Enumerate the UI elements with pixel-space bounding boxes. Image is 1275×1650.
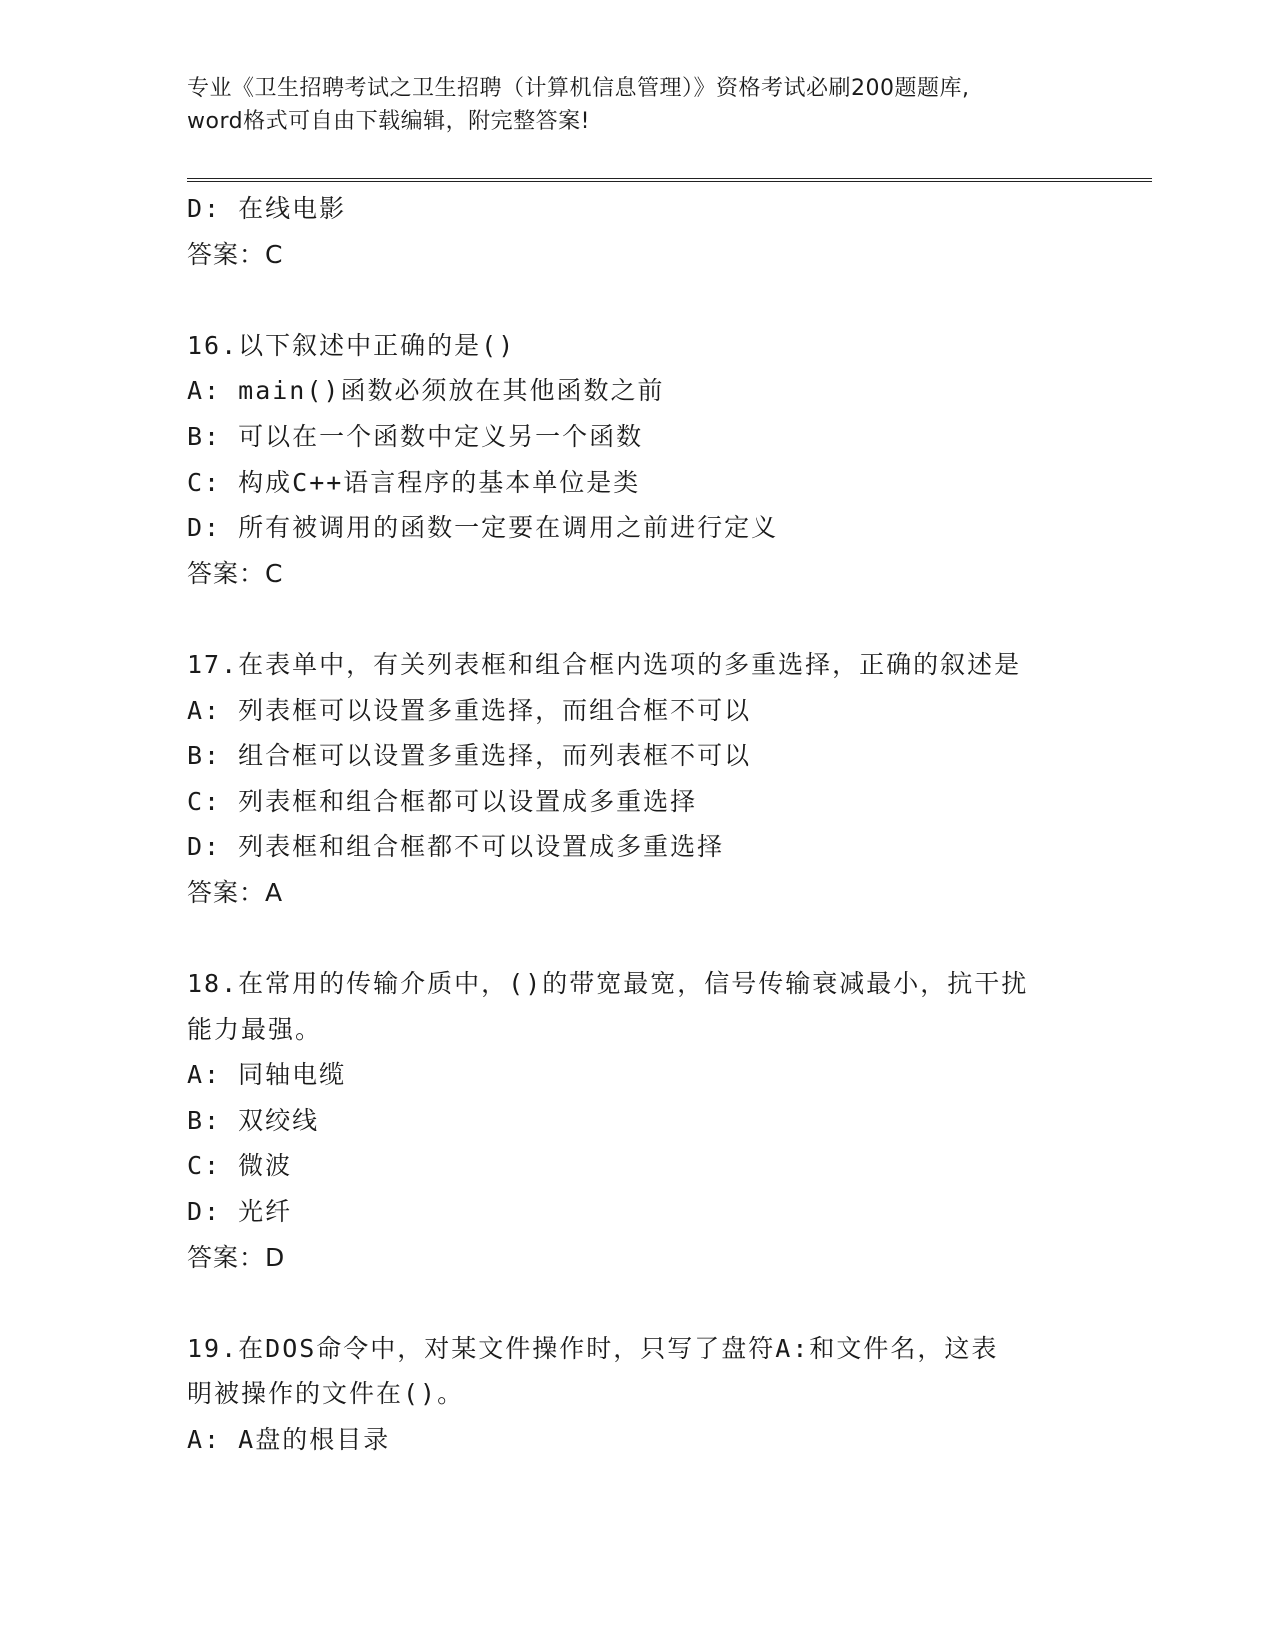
option-c: C: 微波 [187,1151,293,1181]
option-d: D: 光纤 [187,1197,293,1227]
question-16 [187,323,1087,597]
option-b: B: 组合框可以设置多重选择，而列表框不可以 [187,741,752,771]
option-a: A: 列表框可以设置多重选择，而组合框不可以 [187,695,752,725]
header-divider [187,178,1152,182]
question-stem: 18.在常用的传输介质中，()的带宽最宽，信号传输衰减最小，抗干扰 [187,969,1029,999]
spacer [187,916,1087,962]
answer-line: 答案：D [187,1242,286,1272]
option-b: B: 可以在一个函数中定义另一个函数 [187,421,644,451]
option-d: D: 列表框和组合框都不可以设置成多重选择 [187,832,725,862]
answer-line: 答案：C [187,558,284,588]
option-a: A: A盘的根目录 [187,1425,391,1455]
spacer [187,596,1087,642]
header-line-2: word格式可自由下载编辑，附完整答案! [187,109,590,134]
option-c: C: 构成C++语言程序的基本单位是类 [187,467,641,497]
document-header [187,72,1067,138]
answer-line: 答案：C [187,239,284,269]
option-d: D: 在线电影 [187,194,347,223]
question-19 [187,1326,1087,1463]
question-list [187,186,1087,1463]
question-stem: 17.在表单中，有关列表框和组合框内选项的多重选择，正确的叙述是 [187,649,1022,679]
question-stem: 19.在DOS命令中，对某文件操作时，只写了盘符A:和文件名，这表 [187,1333,999,1363]
option-d: D: 所有被调用的函数一定要在调用之前进行定义 [187,513,779,543]
question-17 [187,642,1087,916]
question-stem: 16.以下叙述中正确的是() [187,330,516,360]
option-a: A: 同轴电缆 [187,1060,347,1090]
question-stem-continued: 能力最强。 [187,1014,323,1044]
spacer [187,277,1087,323]
header-line-1: 专业《卫生招聘考试之卫生招聘（计算机信息管理）》资格考试必刷200题题库, [187,76,970,101]
question-stem-continued: 明被操作的文件在()。 [187,1379,465,1409]
option-a: A: main()函数必须放在其他函数之前 [187,376,665,406]
spacer [187,1280,1087,1326]
answer-line: 答案：A [187,877,284,907]
option-b: B: 双绞线 [187,1105,320,1135]
option-c: C: 列表框和组合框都可以设置成多重选择 [187,786,698,816]
question-18 [187,961,1087,1280]
